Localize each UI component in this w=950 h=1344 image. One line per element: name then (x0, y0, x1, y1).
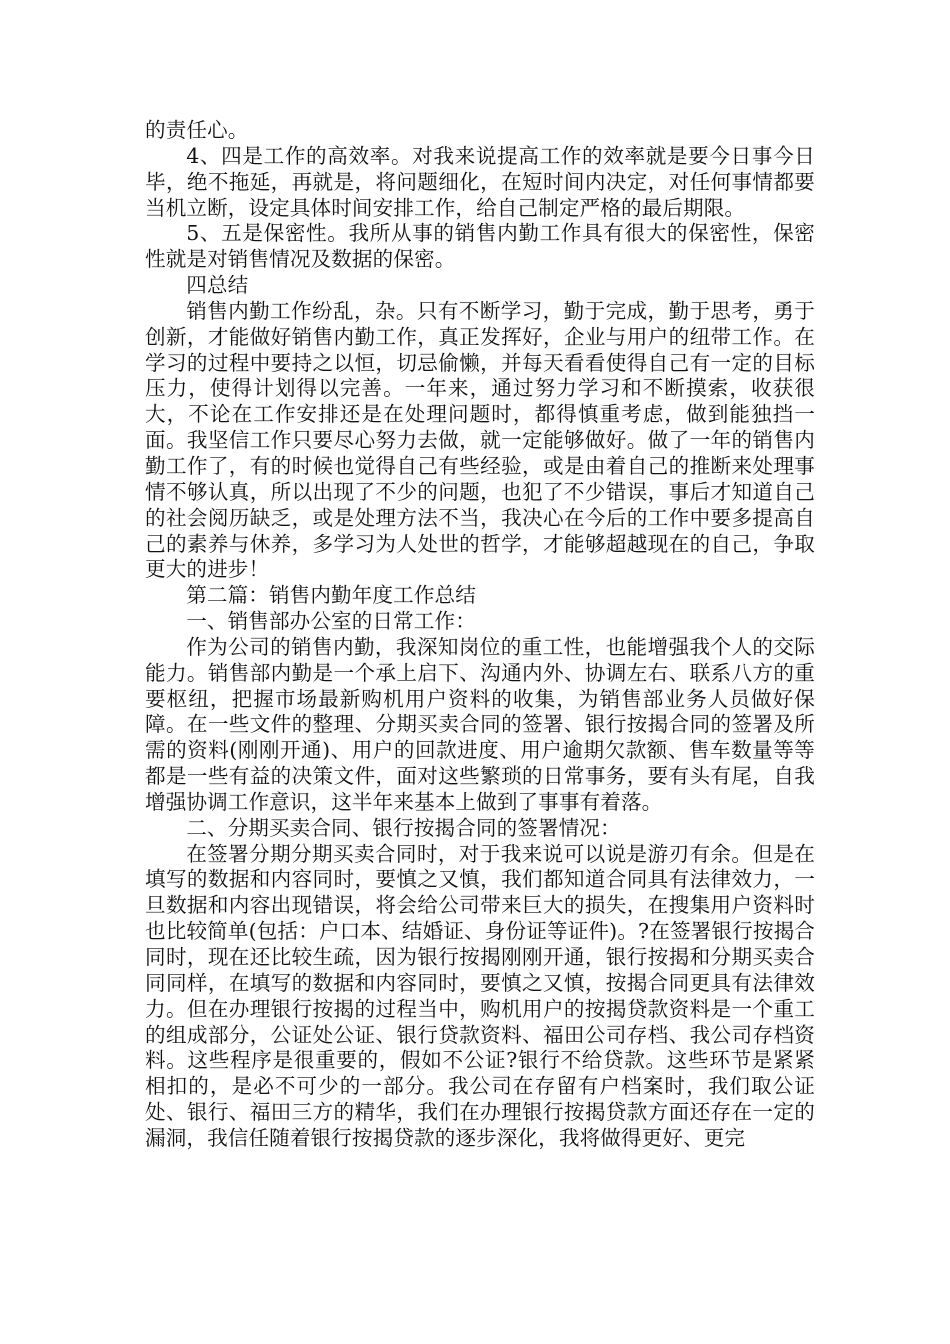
section-heading-office-work: 一、销售部办公室的日常工作： (186, 609, 476, 634)
document-body (145, 118, 815, 1152)
paragraph-1: 的责任心。 (145, 118, 249, 142)
paragraph-5: 作为公司的销售内勤，我深知岗位的重工性，也能增强我个人的交际能力。销售部内勤是一个承上启下、沟通内外、协调左右、联系八方的重要枢纽，把握市场最新购机用户资料的收集，为销售部业务人员做好保障。在一些文件的整理、分期买卖合同的签署、银行按揭合同的签署及所需的资料(刚刚开通)、用户的回款进度、用户逾期欠款额、售车数量等等都是一些有益的决策文件，面对这些繁琐的日常事务，要有头有尾，自我增强协调工作意识，这半年来基本上做到了事事有着落。 (145, 634, 815, 814)
paragraph-4: 销售内勤工作纷乱，杂。只有不断学习，勤于完成，勤于思考，勇于创新，才能做好销售内勤工作，真正发挥好，企业与用户的纽带工作。在学习的过程中要持之以恒，切忌偷懒，并每天看看使得自己有一定的目标压力，使得计划得以完善。一年来，通过努力学习和不断摸索，收获很大，不论在工作安排还是在处理问题时，都得慎重考虑，做到能独挡一面。我坚信工作只要尽心努力去做，就一定能够做好。做了一年的销售内勤工作了，有的时候也觉得自己有些经验，或是由着自己的推断来处理事情不够认真，所以出现了不少的问题，也犯了不少错误，事后才知道自己的社会阅历缺乏，或是处理方法不当，我决心在今后的工作中要多提高自己的素养与休养，多学习为人处世的哲学，才能够超越现在的自己，争取更大的进步！ (145, 298, 815, 582)
paragraph-2: 4、四是工作的高效率。对我来说提高工作的效率就是要今日事今日毕，绝不拖延，再就是，将问题细化，在短时间内决定，对任何事情都要当机立断，设定具体时间安排工作，给自己制定严格的最后期限。 (145, 143, 815, 220)
part-two-title: 第二篇：销售内勤年度工作总结 (186, 583, 476, 608)
paragraph-3: 5、五是保密性。我所从事的销售内勤工作具有很大的保密性，保密性就是对销售情况及数据的保密。 (145, 221, 815, 272)
section-heading-summary: 四总结 (186, 273, 249, 298)
section-heading-contract-signing: 二、分期买卖合同、银行按揭合同的签署情况： (186, 815, 621, 840)
paragraph-6: 在签署分期分期买卖合同时，对于我来说可以说是游刃有余。但是在填写的数据和内容同时，要慎之又慎，我们都知道合同具有法律效力，一旦数据和内容出现错误，将会给公司带来巨大的损失，在搜集用户资料时也比较简单(包括：户口本、结婚证、身份证等证件)。?在签署银行按揭合同时，现在还比较生疏，因为银行按揭刚刚开通，银行按揭和分期买卖合同同样，在填写的数据和内容同时，要慎之又慎，按揭合同更具有法律效力。但在办理银行按揭的过程当中，购机用户的按揭贷款资料是一个重工的组成部分，公证处公证、银行贷款资料、福田公司存档、我公司存档资料。这些程序是很重要的，假如不公证?银行不给贷款。这些环节是紧紧相扣的，是必不可少的一部分。我公司在存留有户档案时，我们取公证处、银行、福田三方的精华，我们在办理银行按揭贷款方面还存在一定的漏洞，我信任随着银行按揭贷款的逐步深化，我将做得更好、更完 (145, 841, 815, 1150)
